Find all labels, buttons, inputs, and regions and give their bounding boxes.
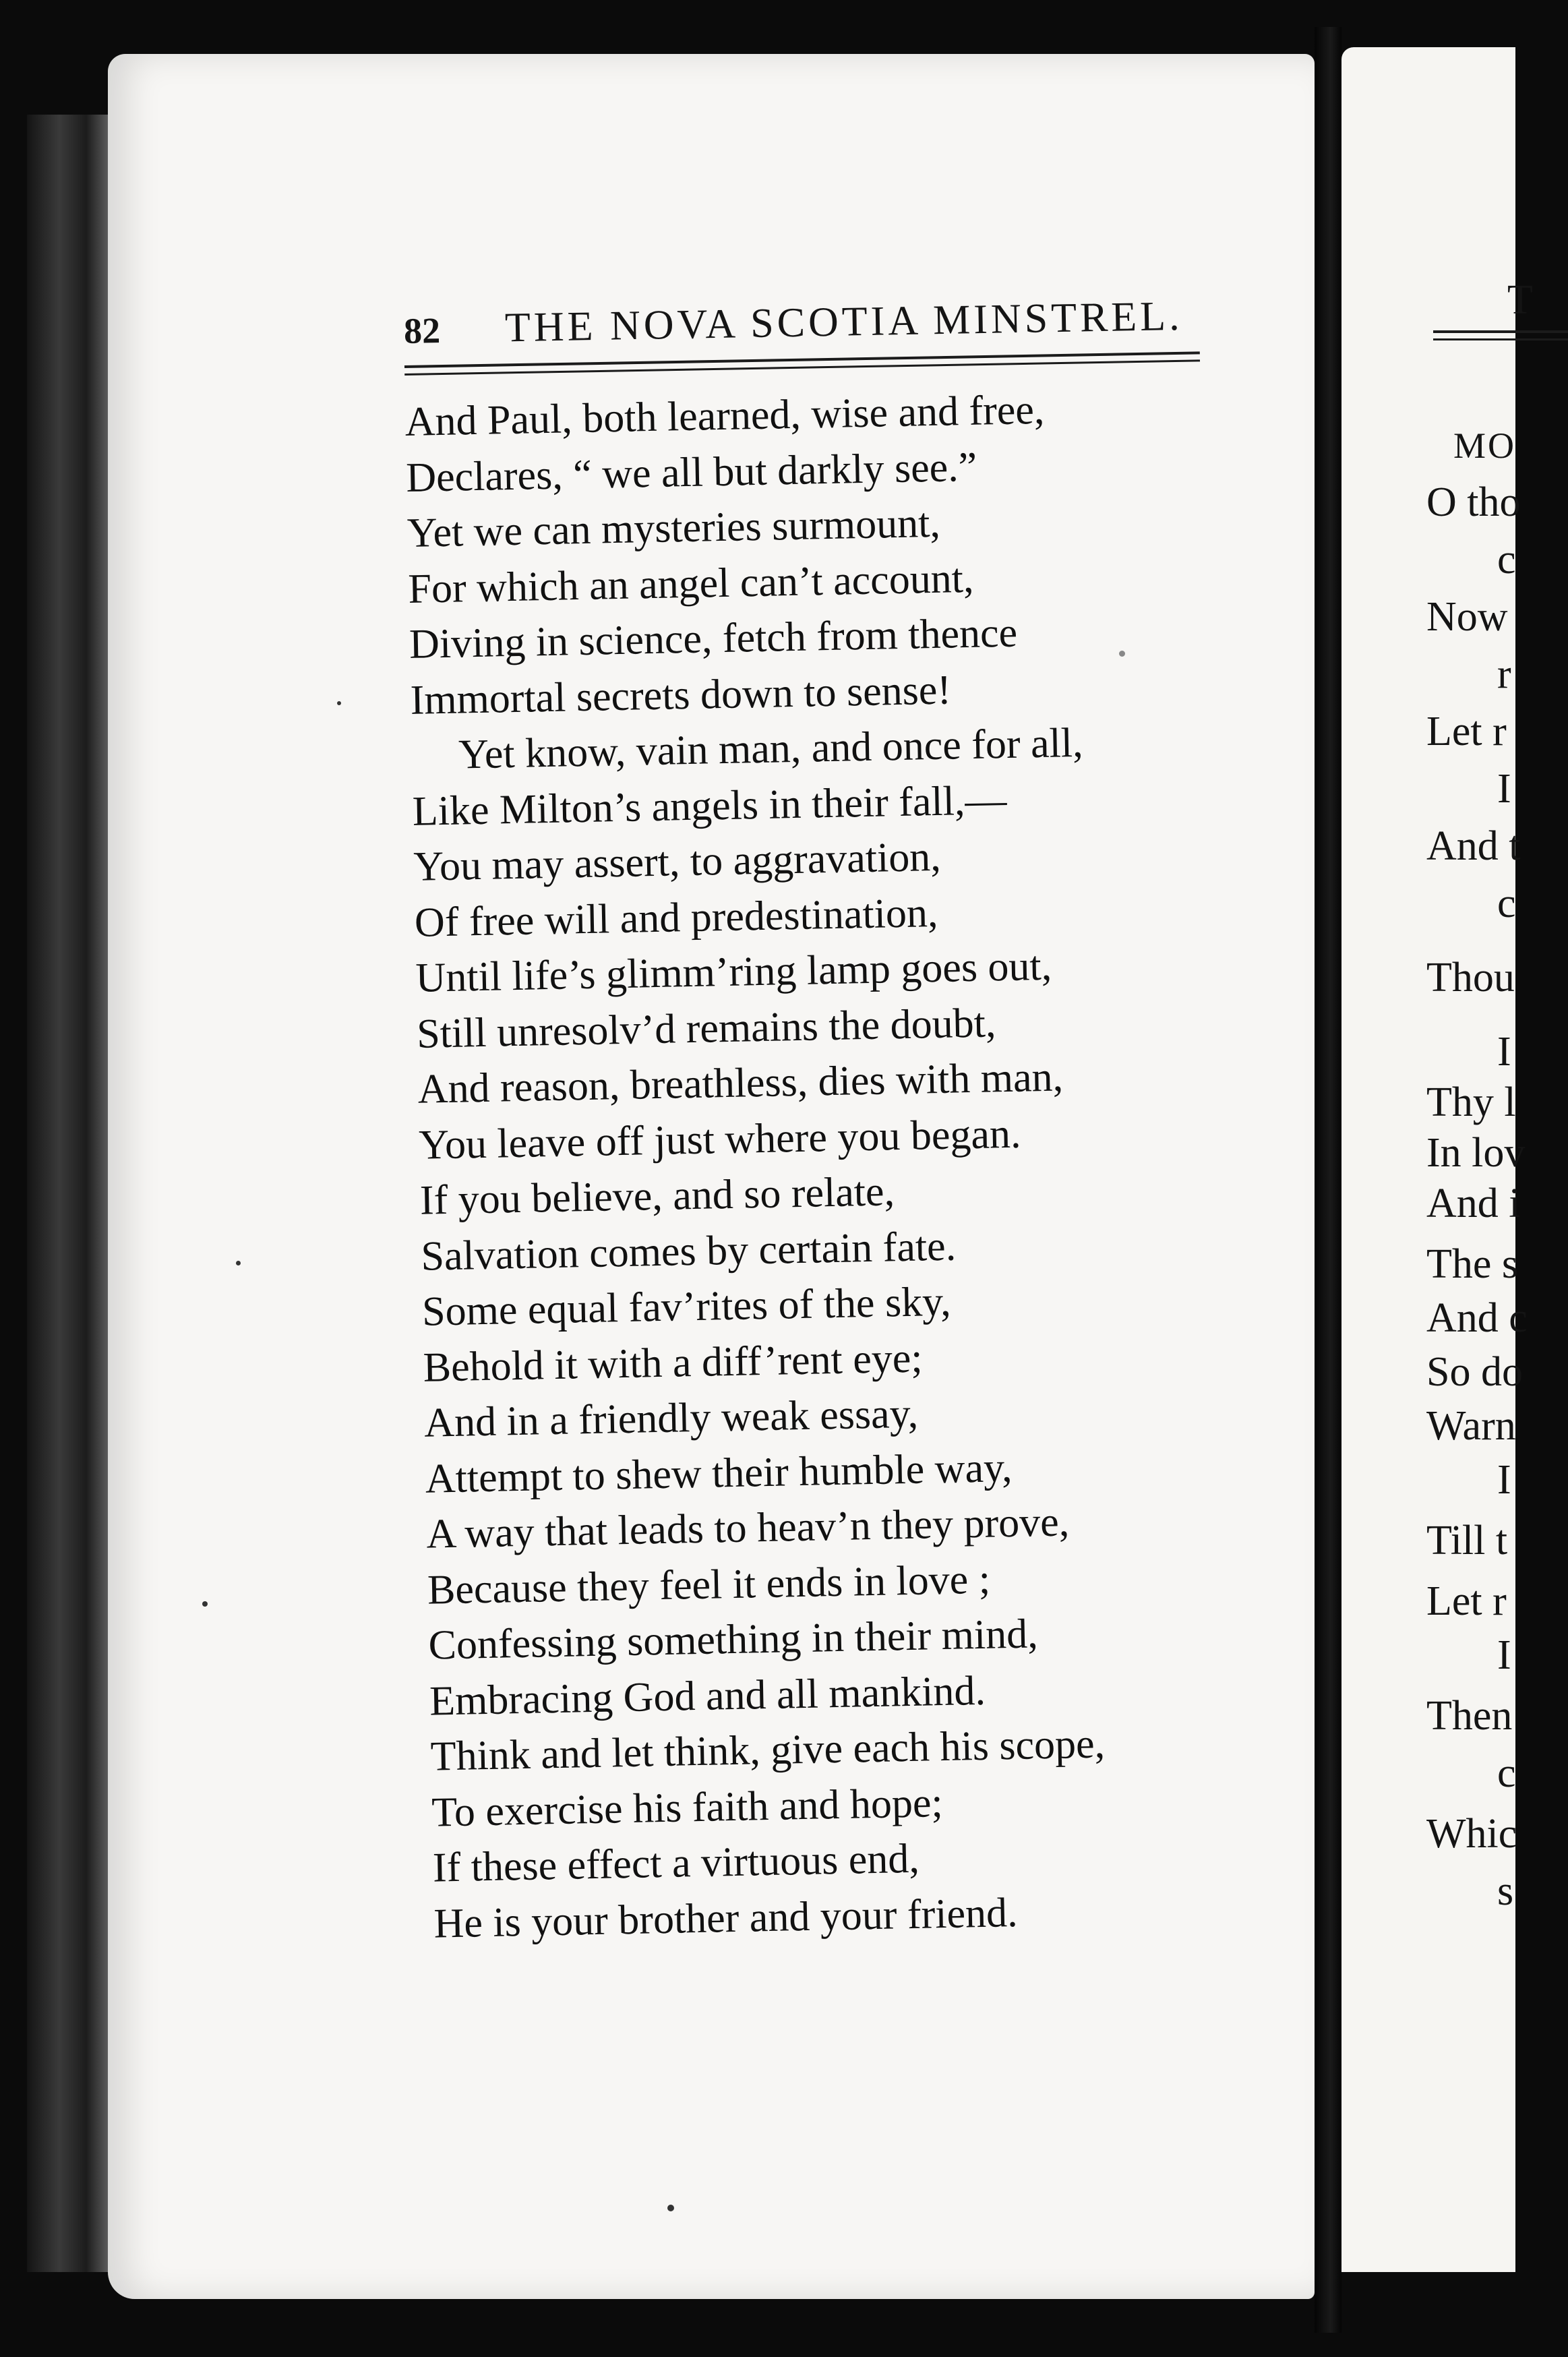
- facing-line-fragment: Warn: [1426, 1403, 1516, 1449]
- facing-page: [1341, 47, 1533, 2272]
- facing-line-fragment: Whic: [1426, 1811, 1517, 1857]
- facing-line-fragment: And t: [1426, 823, 1521, 869]
- page-number: 82: [403, 310, 441, 352]
- poem-line: Think and let think, give each his scope,: [430, 1721, 1106, 1780]
- poem-line: Declares, “ we all but darkly see.”: [405, 444, 977, 501]
- facing-line-fragment: I: [1497, 1632, 1511, 1678]
- running-title: THE NOVA SCOTIA MINSTREL.: [504, 293, 1184, 351]
- poem-line: You leave off just where you began.: [418, 1110, 1021, 1168]
- poem-text: [404, 378, 1277, 1952]
- poem-line: Yet we can mysteries surmount,: [406, 500, 941, 556]
- facing-line-fragment: c: [1497, 1750, 1516, 1796]
- facing-line-fragment: I: [1497, 1457, 1511, 1503]
- facing-line-fragment: Thou: [1426, 955, 1515, 1001]
- facing-header-rule: [1433, 330, 1568, 333]
- poem-line: Behold it with a diff’rent eye;: [423, 1335, 924, 1391]
- facing-line-fragment: Then: [1426, 1693, 1513, 1739]
- facing-line-fragment: Let r: [1426, 1578, 1507, 1624]
- poem-line: If you believe, and so relate,: [419, 1168, 895, 1224]
- paper-speck: [1119, 651, 1125, 657]
- poem-line: To exercise his faith and hope;: [431, 1779, 944, 1836]
- poem-line: Diving in science, fetch from thence: [409, 609, 1018, 667]
- poem-line: Embracing God and all mankind.: [429, 1667, 986, 1725]
- facing-line-fragment: Now: [1426, 594, 1508, 640]
- facing-line-fragment: And c: [1426, 1295, 1528, 1341]
- poem-line: Until life’s glimm’ring lamp goes out,: [415, 943, 1052, 1001]
- facing-header-rule-thin: [1433, 338, 1568, 340]
- paper-speck: [667, 2205, 674, 2211]
- facing-running-head: T: [1507, 277, 1533, 323]
- poem-line: Like Milton’s angels in their fall,—: [412, 777, 1007, 835]
- facing-line-fragment: And i: [1426, 1181, 1521, 1226]
- poem-line: And in a friendly weak essay,: [423, 1390, 919, 1446]
- paper-speck: [236, 1261, 241, 1265]
- facing-line-fragment: Till t: [1426, 1518, 1508, 1563]
- facing-line-fragment: O tho: [1426, 479, 1521, 525]
- facing-line-fragment: In lov: [1426, 1130, 1526, 1176]
- poem-line: And reason, breathless, dies with man,: [417, 1054, 1064, 1112]
- poem-line: And Paul, both learned, wise and free,: [404, 386, 1045, 445]
- poem-line: Immortal secrets down to sense!: [410, 667, 952, 723]
- facing-line-fragment: Let r: [1426, 709, 1507, 754]
- facing-line-fragment: r: [1497, 651, 1511, 697]
- poem-line: Yet know, vain man, and once for all,: [458, 719, 1084, 778]
- poem-line: Confessing something in their mind,: [427, 1611, 1039, 1669]
- facing-line-fragment: So do: [1426, 1349, 1523, 1395]
- poem-line: If these effect a virtuous end,: [432, 1835, 920, 1891]
- facing-line-fragment: I: [1497, 766, 1511, 812]
- poem-line: Still unresolv’d remains the doubt,: [416, 999, 996, 1057]
- poem-line: Attempt to shew their humble way,: [425, 1444, 1013, 1502]
- facing-line-fragment: s: [1497, 1868, 1514, 1914]
- facing-line-fragment: Thy l: [1426, 1079, 1516, 1125]
- poem-line: He is your brother and your friend.: [433, 1889, 1019, 1947]
- facing-line-fragment: I: [1497, 1029, 1511, 1075]
- book-gutter: [1315, 27, 1341, 2333]
- facing-line-fragment: c: [1497, 537, 1516, 583]
- facing-poem-title: MO: [1453, 425, 1517, 466]
- poem-line: Some equal fav’rites of the sky,: [421, 1278, 952, 1335]
- running-head: [403, 289, 1193, 367]
- poem-line: For which an angel can’t account,: [407, 555, 975, 612]
- poem-line: Because they feel it ends in love ;: [427, 1556, 991, 1613]
- poem-line: You may assert, to aggravation,: [413, 833, 942, 890]
- poem-line: A way that leads to heav’n they prove,: [425, 1499, 1070, 1557]
- poem-line: Salvation comes by certain fate.: [420, 1223, 957, 1280]
- facing-line-fragment: c: [1497, 881, 1516, 926]
- poem-line: Of free will and predestination,: [414, 889, 939, 946]
- facing-line-fragment: The s: [1426, 1241, 1519, 1287]
- paper-speck: [202, 1601, 208, 1607]
- paper-speck: [337, 701, 341, 705]
